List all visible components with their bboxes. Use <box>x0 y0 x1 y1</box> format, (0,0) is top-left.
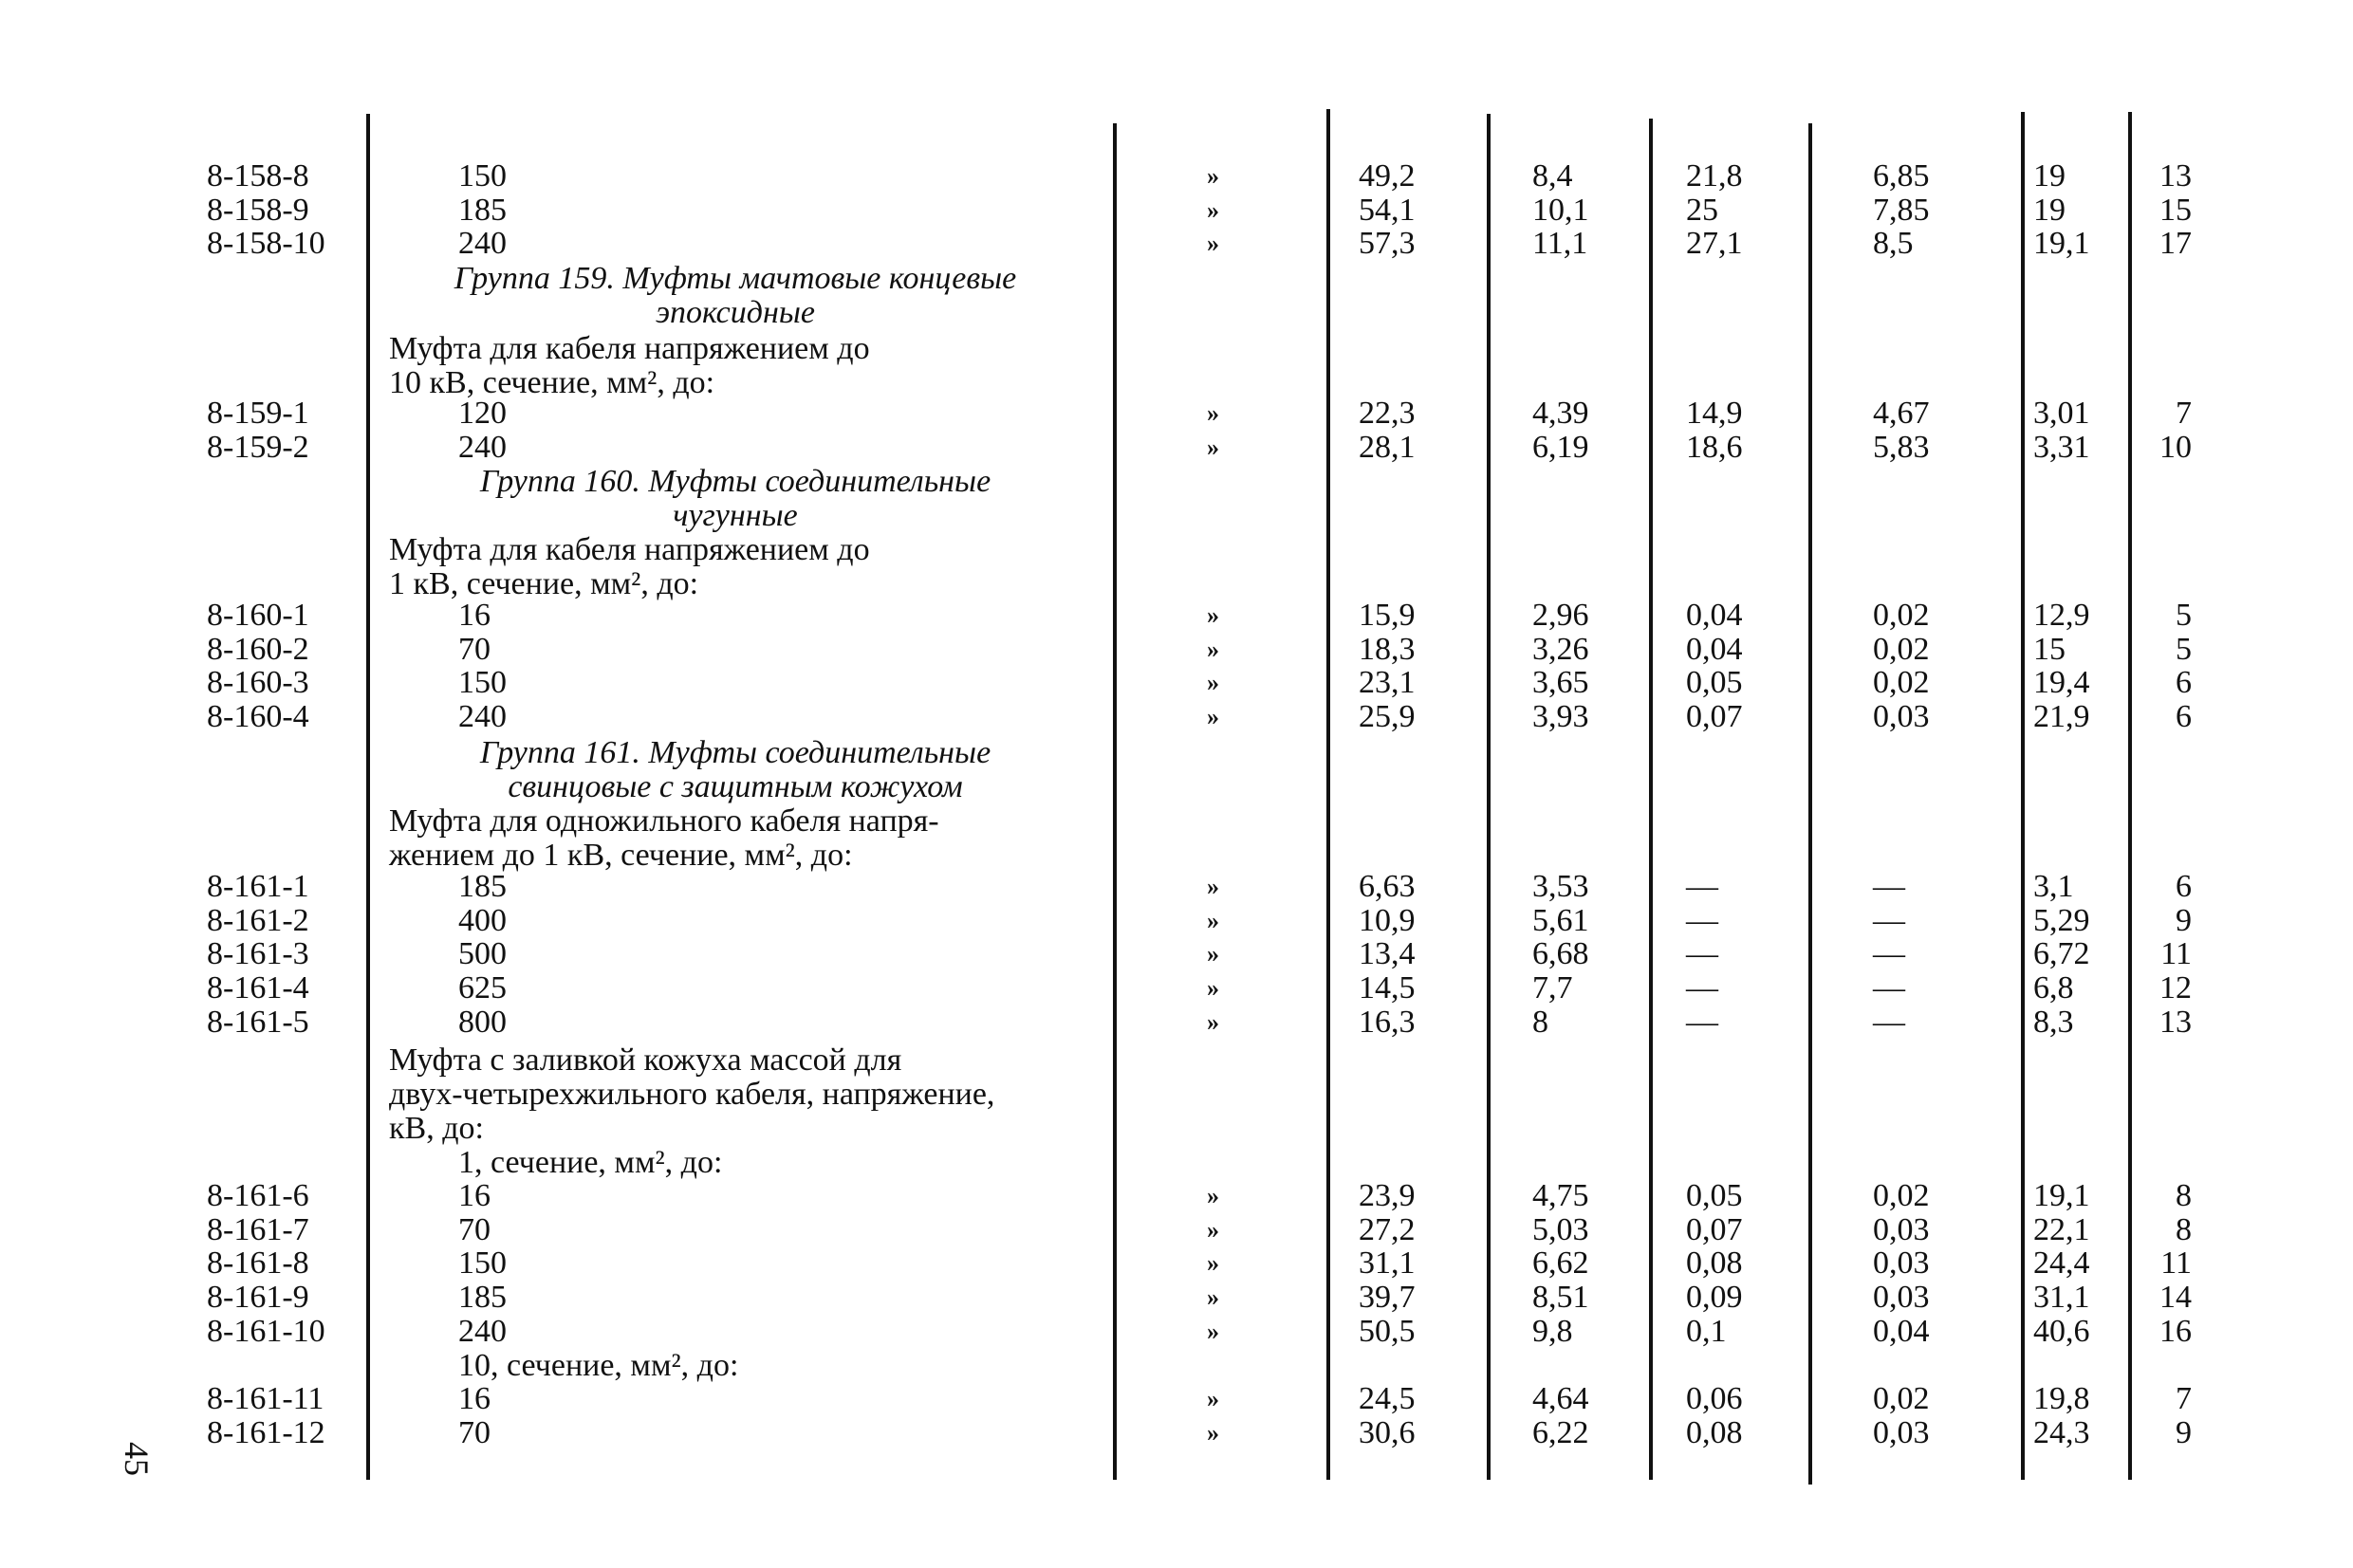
table-row <box>0 397 2353 431</box>
ditto-mark: » <box>1207 635 1219 663</box>
table-row <box>0 1213 2353 1247</box>
table-cell-col-5: 19,8 <box>2033 1381 2090 1416</box>
ditto-mark: » <box>1207 906 1219 934</box>
rate-code: 8-161-8 <box>207 1245 309 1282</box>
table-cell-col-1: 27,2 <box>1359 1211 1416 1247</box>
table-cell-col-2: 5,61 <box>1532 902 1589 938</box>
rate-code: 8-158-10 <box>207 226 325 262</box>
cross-section-value: 16 <box>458 1178 491 1213</box>
table-cell-col-2: 2,96 <box>1532 598 1589 633</box>
table-row <box>0 1315 2353 1349</box>
table-row <box>0 431 2353 465</box>
item-description <box>389 1043 1096 1146</box>
cross-section-value: 240 <box>458 1313 507 1349</box>
table-cell-col-5: 19,1 <box>2033 226 2090 262</box>
table-cell-col-3: 0,07 <box>1686 1211 1743 1247</box>
ditto-mark: » <box>1207 1215 1219 1244</box>
table-cell-col-3: 0,05 <box>1686 665 1743 701</box>
table-cell-col-3: 14,9 <box>1686 396 1743 431</box>
table-cell-col-2: 11,1 <box>1532 226 1588 262</box>
table-cell-col-5: 3,01 <box>2033 396 2090 431</box>
group-title-line: Группа 159. Муфты мачтовые концевые <box>454 261 1017 296</box>
description-line: 1 кВ, сечение, мм², до: <box>389 566 699 601</box>
table-cell-col-1: 50,5 <box>1359 1313 1416 1349</box>
description-line: жением до 1 кВ, сечение, мм², до: <box>389 838 853 873</box>
table-cell-col-5: 6,72 <box>2033 936 2090 972</box>
ditto-mark: » <box>1207 162 1219 190</box>
rate-code: 8-161-7 <box>207 1211 309 1247</box>
table-cell-col-4: 0,03 <box>1873 1245 1930 1282</box>
cross-section-value: 70 <box>458 1414 491 1450</box>
table-cell-col-3: — <box>1686 1004 1718 1040</box>
ditto-mark: » <box>1207 873 1219 900</box>
description-line: 10 кВ, сечение, мм², до: <box>389 365 715 400</box>
table-row <box>0 1179 2353 1213</box>
table-cell-col-1: 25,9 <box>1359 699 1416 735</box>
table-cell-col-3: 0,08 <box>1686 1245 1743 1282</box>
table-cell-col-2: 10,1 <box>1532 192 1589 228</box>
table-cell-col-1: 54,1 <box>1359 192 1416 228</box>
description-line: двух-четырехжильного кабеля, напряжение, <box>389 1077 995 1112</box>
rate-code: 8-161-12 <box>207 1414 325 1450</box>
table-cell-col-1: 57,3 <box>1359 226 1416 262</box>
table-row <box>0 1005 2353 1040</box>
group-title <box>375 262 1096 330</box>
rate-code: 8-161-3 <box>207 936 309 972</box>
description-line: Муфта для одножильного кабеля напря- <box>389 803 939 839</box>
table-cell-col-2: 6,68 <box>1532 936 1589 972</box>
table-cell-col-2: 8 <box>1532 1004 1548 1040</box>
table-cell-col-6: 11 <box>2160 1245 2192 1282</box>
table-cell-col-5: 12,9 <box>2033 598 2090 633</box>
cross-section-value: 185 <box>458 192 507 228</box>
cross-section-value: 120 <box>458 396 507 431</box>
rate-code: 8-158-8 <box>207 158 309 194</box>
table-cell-col-1: 31,1 <box>1359 1245 1416 1282</box>
table-cell-col-5: 8,3 <box>2033 1004 2074 1040</box>
ditto-mark: » <box>1207 1385 1219 1412</box>
rate-code: 8-161-9 <box>207 1280 309 1316</box>
table-cell-col-6: 12 <box>2159 970 2192 1006</box>
table-cell-col-5: 19 <box>2033 192 2066 228</box>
cross-section-value: 16 <box>458 1381 491 1416</box>
table-cell-col-1: 6,63 <box>1359 869 1416 904</box>
table-cell-col-5: 5,29 <box>2033 902 2090 938</box>
table-cell-col-3: 0,04 <box>1686 631 1743 667</box>
table-cell-col-1: 39,7 <box>1359 1280 1416 1316</box>
table-cell-col-6: 8 <box>2176 1178 2192 1213</box>
table-cell-col-4: 0,02 <box>1873 631 1930 667</box>
table-cell-col-4: — <box>1873 936 1905 972</box>
table-cell-col-6: 13 <box>2159 158 2192 194</box>
table-row <box>0 227 2353 261</box>
table-cell-col-5: 24,4 <box>2033 1245 2090 1282</box>
table-row <box>0 870 2353 904</box>
table-cell-col-6: 11 <box>2160 936 2192 972</box>
group-title-line: Группа 161. Муфты соединительные <box>479 735 991 770</box>
table-cell-col-4: 0,02 <box>1873 665 1930 701</box>
table-cell-col-1: 14,5 <box>1359 970 1416 1006</box>
table-cell-col-2: 4,64 <box>1532 1381 1589 1416</box>
voltage-subheading: 10, сечение, мм², до: <box>458 1348 739 1383</box>
table-row <box>0 904 2353 938</box>
cross-section-value: 625 <box>458 970 507 1006</box>
ditto-mark: » <box>1207 974 1219 1003</box>
rate-code: 8-161-11 <box>207 1381 324 1416</box>
table-cell-col-6: 9 <box>2176 902 2192 938</box>
rate-code: 8-161-6 <box>207 1178 309 1213</box>
cross-section-value: 70 <box>458 1211 491 1247</box>
table-cell-col-2: 8,4 <box>1532 158 1573 194</box>
table-cell-col-5: 19,1 <box>2033 1178 2090 1213</box>
table-cell-col-6: 7 <box>2176 1381 2192 1416</box>
table-cell-col-4: 6,85 <box>1873 158 1930 194</box>
table-cell-col-6: 14 <box>2159 1280 2192 1316</box>
table-cell-col-2: 6,62 <box>1532 1245 1589 1282</box>
table-row <box>0 1416 2353 1450</box>
table-cell-col-1: 22,3 <box>1359 396 1416 431</box>
cross-section-value: 240 <box>458 226 507 262</box>
table-row <box>0 194 2353 228</box>
table-cell-col-1: 16,3 <box>1359 1004 1416 1040</box>
table-cell-col-6: 6 <box>2176 665 2192 701</box>
table-cell-col-4: 0,04 <box>1873 1313 1930 1349</box>
ditto-mark: » <box>1207 1249 1219 1278</box>
group-title <box>375 736 1096 804</box>
ditto-mark: » <box>1207 1317 1219 1345</box>
cross-section-value: 150 <box>458 1245 507 1282</box>
rate-code: 8-161-1 <box>207 869 309 904</box>
table-row <box>0 633 2353 667</box>
cross-section-value: 185 <box>458 1280 507 1316</box>
table-row <box>0 159 2353 194</box>
table-row <box>0 1281 2353 1315</box>
item-description <box>389 804 1096 873</box>
table-cell-col-3: — <box>1686 936 1718 972</box>
rate-code: 8-160-3 <box>207 665 309 701</box>
ditto-mark: » <box>1207 601 1219 629</box>
page-number: 45 <box>118 1442 156 1476</box>
cross-section-value: 800 <box>458 1004 507 1040</box>
table-cell-col-2: 3,53 <box>1532 869 1589 904</box>
rate-code: 8-161-4 <box>207 970 309 1006</box>
ditto-mark: » <box>1207 1007 1219 1036</box>
table-cell-col-2: 3,65 <box>1532 665 1589 701</box>
table-cell-col-6: 8 <box>2176 1211 2192 1247</box>
table-cell-col-4: 0,02 <box>1873 1381 1930 1416</box>
group-title-line: эпоксидные <box>656 295 815 330</box>
item-description <box>389 533 1096 601</box>
table-cell-col-1: 23,9 <box>1359 1178 1416 1213</box>
ditto-mark: » <box>1207 1283 1219 1312</box>
table-cell-col-4: 7,85 <box>1873 192 1930 228</box>
rate-code: 8-160-2 <box>207 631 309 667</box>
table-cell-col-3: 0,05 <box>1686 1178 1743 1213</box>
table-cell-col-1: 49,2 <box>1359 158 1416 194</box>
ditto-mark: » <box>1207 195 1219 224</box>
table-cell-col-2: 3,26 <box>1532 631 1589 667</box>
table-cell-col-3: 21,8 <box>1686 158 1743 194</box>
cross-section-value: 240 <box>458 699 507 735</box>
cross-section-value: 240 <box>458 429 507 465</box>
ditto-mark: » <box>1207 669 1219 697</box>
table-cell-col-3: 25 <box>1686 192 1718 228</box>
table-cell-col-1: 24,5 <box>1359 1381 1416 1416</box>
cross-section-value: 16 <box>458 598 491 633</box>
table-cell-col-6: 10 <box>2159 429 2192 465</box>
cross-section-value: 400 <box>458 902 507 938</box>
table-row <box>0 700 2353 734</box>
table-cell-col-5: 3,1 <box>2033 869 2074 904</box>
table-cell-col-5: 40,6 <box>2033 1313 2090 1349</box>
table-cell-col-5: 15 <box>2033 631 2066 667</box>
rate-code: 8-161-10 <box>207 1313 325 1349</box>
table-row <box>0 937 2353 971</box>
group-title-line: свинцовые с защитным кожухом <box>508 769 963 804</box>
table-cell-col-5: 19 <box>2033 158 2066 194</box>
table-cell-col-2: 7,7 <box>1532 970 1573 1006</box>
table-cell-col-4: 0,02 <box>1873 598 1930 633</box>
item-description <box>389 332 1096 400</box>
group-title-line: Группа 160. Муфты соединительные <box>479 464 991 499</box>
table-row <box>0 971 2353 1005</box>
cross-section-value: 150 <box>458 665 507 701</box>
table-cell-col-3: — <box>1686 869 1718 904</box>
table-cell-col-4: 0,02 <box>1873 1178 1930 1213</box>
description-line: кВ, до: <box>389 1111 484 1146</box>
rate-code: 8-160-1 <box>207 598 309 633</box>
table-cell-col-4: — <box>1873 970 1905 1006</box>
table-cell-col-6: 9 <box>2176 1414 2192 1450</box>
table-cell-col-1: 30,6 <box>1359 1414 1416 1450</box>
table-cell-col-3: 0,07 <box>1686 699 1743 735</box>
table-cell-col-3: 0,1 <box>1686 1313 1727 1349</box>
rate-code: 8-160-4 <box>207 699 309 735</box>
description-line: Муфта с заливкой кожуха массой для <box>389 1042 902 1078</box>
table-cell-col-3: 18,6 <box>1686 429 1743 465</box>
table-cell-col-4: — <box>1873 869 1905 904</box>
table-cell-col-1: 23,1 <box>1359 665 1416 701</box>
cross-section-value: 185 <box>458 869 507 904</box>
rate-code: 8-161-5 <box>207 1004 309 1040</box>
table-cell-col-6: 17 <box>2159 226 2192 262</box>
rate-code: 8-159-1 <box>207 396 309 431</box>
table-cell-col-4: — <box>1873 902 1905 938</box>
rate-code: 8-159-2 <box>207 429 309 465</box>
table-cell-col-2: 3,93 <box>1532 699 1589 735</box>
voltage-subheading: 1, сечение, мм², до: <box>458 1145 723 1180</box>
group-title <box>375 465 1096 533</box>
ditto-mark: » <box>1207 433 1219 461</box>
table-cell-col-3: — <box>1686 970 1718 1006</box>
table-cell-col-5: 6,8 <box>2033 970 2074 1006</box>
rate-code: 8-161-2 <box>207 902 309 938</box>
table-row <box>0 666 2353 700</box>
table-cell-col-2: 4,39 <box>1532 396 1589 431</box>
table-cell-col-4: 0,03 <box>1873 1280 1930 1316</box>
cross-section-value: 150 <box>458 158 507 194</box>
table-cell-col-6: 15 <box>2159 192 2192 228</box>
cross-section-value: 70 <box>458 631 491 667</box>
table-cell-col-1: 13,4 <box>1359 936 1416 972</box>
table-cell-col-4: 0,03 <box>1873 1414 1930 1450</box>
table-cell-col-4: 0,03 <box>1873 699 1930 735</box>
ditto-mark: » <box>1207 940 1219 968</box>
table-cell-col-6: 6 <box>2176 699 2192 735</box>
table-row <box>0 599 2353 633</box>
table-cell-col-2: 9,8 <box>1532 1313 1573 1349</box>
ditto-mark: » <box>1207 230 1219 258</box>
table-cell-col-3: 0,04 <box>1686 598 1743 633</box>
table-row <box>0 1382 2353 1416</box>
description-line: Муфта для кабеля напряжением до <box>389 331 870 366</box>
table-cell-col-5: 3,31 <box>2033 429 2090 465</box>
table-cell-col-6: 6 <box>2176 869 2192 904</box>
table-cell-col-1: 10,9 <box>1359 902 1416 938</box>
table-cell-col-6: 5 <box>2176 631 2192 667</box>
table-cell-col-4: — <box>1873 1004 1905 1040</box>
table-cell-col-3: 0,09 <box>1686 1280 1743 1316</box>
ditto-mark: » <box>1207 1418 1219 1447</box>
description-line: Муфта для кабеля напряжением до <box>389 532 870 567</box>
table-cell-col-2: 6,22 <box>1532 1414 1589 1450</box>
table-cell-col-3: — <box>1686 902 1718 938</box>
ditto-mark: » <box>1207 1182 1219 1209</box>
table-cell-col-2: 8,51 <box>1532 1280 1589 1316</box>
ditto-mark: » <box>1207 703 1219 731</box>
table-cell-col-5: 21,9 <box>2033 699 2090 735</box>
cross-section-value: 500 <box>458 936 507 972</box>
table-cell-col-4: 4,67 <box>1873 396 1930 431</box>
table-cell-col-1: 18,3 <box>1359 631 1416 667</box>
table-cell-col-5: 22,1 <box>2033 1211 2090 1247</box>
table-cell-col-2: 6,19 <box>1532 429 1589 465</box>
ditto-mark: » <box>1207 399 1219 427</box>
rate-code: 8-158-9 <box>207 192 309 228</box>
table-cell-col-4: 0,03 <box>1873 1211 1930 1247</box>
table-cell-col-5: 31,1 <box>2033 1280 2090 1316</box>
table-cell-col-5: 24,3 <box>2033 1414 2090 1450</box>
table-cell-col-6: 5 <box>2176 598 2192 633</box>
table-cell-col-6: 16 <box>2159 1313 2192 1349</box>
table-row <box>0 1246 2353 1281</box>
table-cell-col-4: 5,83 <box>1873 429 1930 465</box>
table-cell-col-2: 4,75 <box>1532 1178 1589 1213</box>
table-cell-col-2: 5,03 <box>1532 1211 1589 1247</box>
table-cell-col-4: 8,5 <box>1873 226 1914 262</box>
table-cell-col-6: 13 <box>2159 1004 2192 1040</box>
table-cell-col-3: 0,06 <box>1686 1381 1743 1416</box>
table-cell-col-6: 7 <box>2176 396 2192 431</box>
table-cell-col-3: 0,08 <box>1686 1414 1743 1450</box>
table-cell-col-1: 15,9 <box>1359 598 1416 633</box>
table-cell-col-3: 27,1 <box>1686 226 1743 262</box>
group-title-line: чугунные <box>673 498 798 533</box>
table-cell-col-5: 19,4 <box>2033 665 2090 701</box>
table-cell-col-1: 28,1 <box>1359 429 1416 465</box>
